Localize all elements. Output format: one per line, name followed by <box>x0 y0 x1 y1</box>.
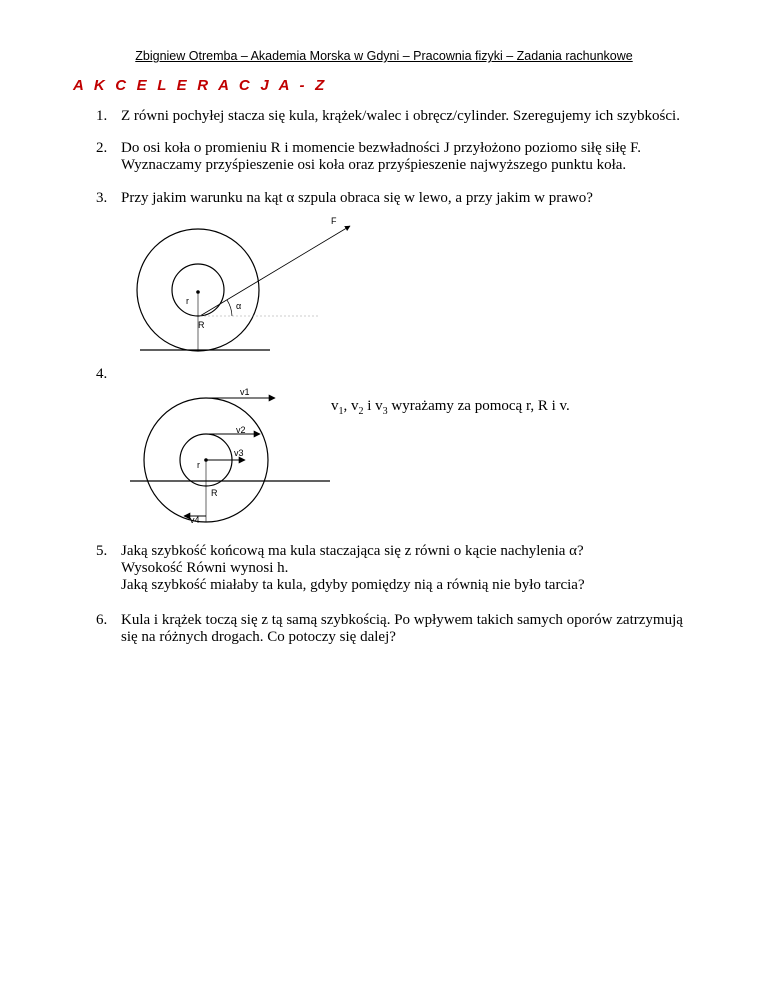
outer-radius-label: R <box>198 320 205 330</box>
question-number: 1. <box>96 108 108 124</box>
page-header: Zbigniew Otremba – Akademia Morska w Gdyni – Pracownia fizyki – Zadania rachunkowe <box>135 49 633 63</box>
velocity-symbol: v <box>351 398 359 414</box>
question-number: 5. <box>96 543 108 559</box>
separator: , <box>343 398 351 414</box>
question-text: Z równi pochyłej stacza się kula, krążek/walec i obręcz/cylinder. Szeregujemy ich szybkości. <box>121 108 680 124</box>
question-text: Kula i krążek toczą się z tą samą szybkością. Po wpływem takich samych oporów zatrzymują <box>121 612 683 628</box>
outer-radius-label: R <box>211 488 218 498</box>
subscript-1: 1 <box>338 406 344 417</box>
page-title: A K C E L E R A C J A - Z <box>73 77 328 94</box>
question-text: Wyznaczamy przyśpieszenie osi koła oraz przyśpieszenie najwyższego punktu koła. <box>121 157 627 173</box>
velocity-symbol: v <box>375 398 383 414</box>
question-text: się na różnych drogach. Co potoczy się dalej? <box>121 629 396 645</box>
v3-label: v3 <box>234 448 244 458</box>
velocity-expression <box>331 398 570 417</box>
v4-label: v4 <box>190 515 200 525</box>
question-number: 2. <box>96 140 108 156</box>
question-text: Jaką szybkość końcową ma kula staczająca się z równi o kącie nachylenia α? <box>121 543 584 559</box>
expression-text: wyrażamy za pomocą r, R i v. <box>387 398 570 414</box>
question-text: Wysokość Równi wynosi h. <box>121 560 289 576</box>
inner-radius-label: r <box>197 460 200 470</box>
question-text: Do osi koła o promieniu R i momencie bezwładności J przyłożono poziomo siłę siłę F. <box>121 140 641 156</box>
question-text: Jaką szybkość miałaby ta kula, gdyby pomiędzy nią a równią nie było tarcia? <box>121 577 585 593</box>
velocity-symbol: v <box>331 398 339 414</box>
subscript-3: 3 <box>382 406 388 417</box>
separator: i <box>363 398 376 414</box>
inner-radius-label: r <box>186 296 189 306</box>
angle-label: α <box>236 301 242 311</box>
question-number: 6. <box>96 612 108 628</box>
force-label: F <box>331 216 337 226</box>
v1-label: v1 <box>240 387 250 397</box>
v2-label: v2 <box>236 425 246 435</box>
question-number: 3. <box>96 190 108 206</box>
question-number: 4. <box>96 366 108 382</box>
question-text: Przy jakim warunku na kąt α szpula obraca się w lewo, a przy jakim w prawo? <box>121 190 593 206</box>
subscript-2: 2 <box>358 406 364 417</box>
